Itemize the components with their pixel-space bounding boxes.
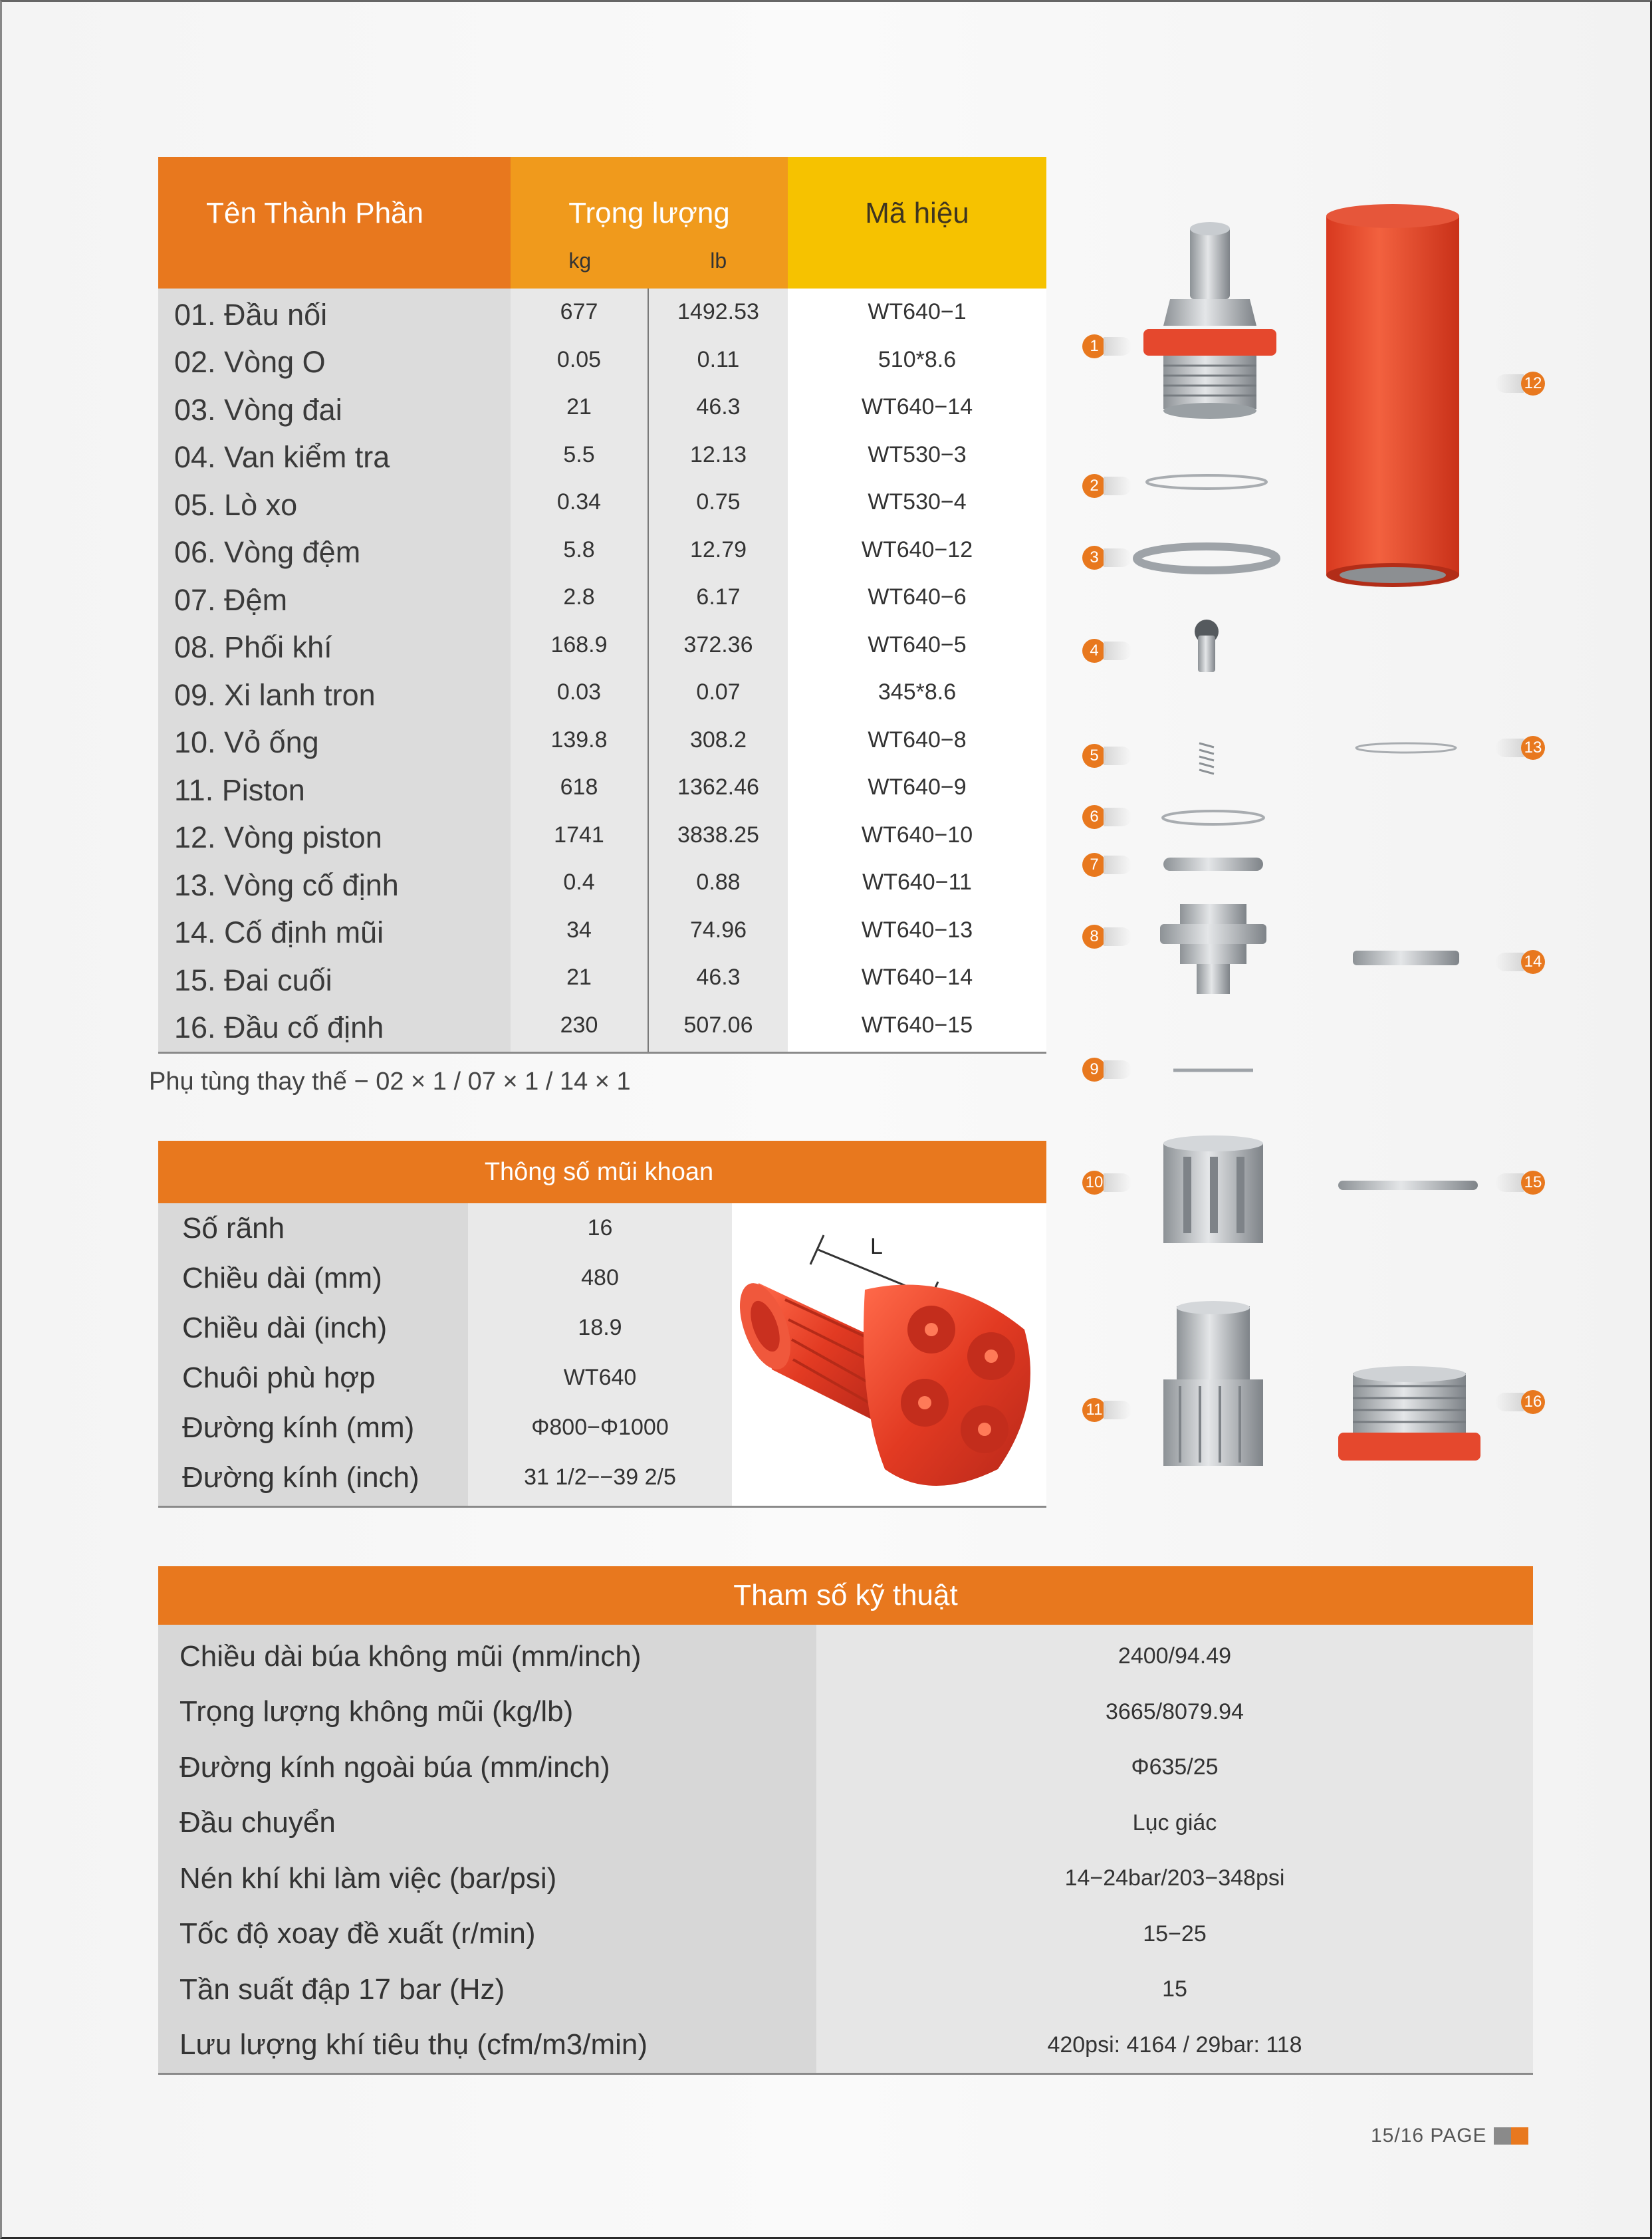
part-kg-cell: 677 [560,299,598,325]
part-name-cell: 12. Vòng piston [174,820,382,855]
part-name-cell: 10. Vỏ ống [174,725,319,760]
badge-8: 8 [1082,924,1131,949]
part-code-cell: WT640−12 [861,536,973,562]
column-lb [649,289,788,1052]
column-kg [511,289,649,1052]
part-lb-cell: 308.2 [689,727,747,753]
bit-spec-value: 18.9 [578,1315,622,1340]
tech-params-body [158,1625,1533,2075]
tech-param-label: Tần suất đập 17 bar (Hz) [179,1972,505,2006]
part-name-cell: 13. Vòng cố định [174,868,399,902]
part-code-cell: WT640−5 [868,632,967,657]
bit-spec-label: Chiều dài (inch) [182,1311,388,1344]
part-12-cylinder [1320,203,1466,588]
tech-param-value: 2400/94.49 [1118,1643,1232,1669]
part-lb-cell: 0.88 [696,870,741,895]
part-kg-cell: 0.03 [556,679,602,705]
parts-table-header [158,157,1046,289]
part-16-fixed-head [1333,1366,1486,1466]
tech-param-value: Lục giác [1132,1810,1217,1835]
part-lb-cell: 3838.25 [677,822,759,848]
tech-param-value: 14−24bar/203−348psi [1064,1865,1285,1891]
part-lb-cell: 1492.53 [677,299,759,325]
badge-10: 10 [1082,1170,1131,1195]
part-name-cell: 11. Piston [174,772,305,807]
tech-param-label: Đường kính ngoài búa (mm/inch) [179,1750,610,1784]
part-lb-cell: 46.3 [696,394,741,420]
part-2-o-ring [1140,469,1273,495]
bit-spec-table [158,1141,1046,1508]
bit-spec-label: Chiều dài (mm) [182,1261,382,1294]
part-name-cell: 09. Xi lanh tron [174,677,376,712]
page-marker-icon [1494,2127,1528,2145]
badge-7: 7 [1082,852,1131,878]
header-kg: kg [568,249,592,273]
tech-params-table [158,1566,1533,2075]
part-name-cell: 15. Đai cuối [174,963,332,997]
part-kg-cell: 5.5 [563,441,595,467]
part-lb-cell: 0.75 [696,489,741,515]
bit-spec-label: Đường kính (mm) [182,1411,415,1444]
header-weight [511,157,788,289]
parts-table [158,157,1046,1054]
part-lb-cell: 74.96 [689,917,747,943]
drill-bit-image [732,1203,1046,1506]
part-11-piston [1157,1300,1270,1473]
part-kg-cell: 168.9 [550,632,608,657]
part-1-connector [1130,219,1290,425]
part-3-band [1130,540,1283,577]
bit-spec-value: 480 [581,1265,619,1290]
part-7-gasket [1157,851,1270,878]
tech-param-value: Φ635/25 [1131,1754,1219,1780]
page-number [1371,2125,1528,2147]
part-code-cell: WT640−8 [868,727,967,753]
tech-param-value: 15 [1162,1976,1187,2002]
header-code [788,157,1046,289]
header-lb: lb [710,249,727,273]
badge-1: 1 [1082,334,1131,359]
part-lb-cell: 0.07 [696,679,741,705]
part-6-washer [1157,806,1270,830]
part-name-cell: 04. Van kiểm tra [174,440,390,475]
bit-spec-value: 31 1/2−−39 2/5 [524,1465,676,1490]
tech-value-column [816,1625,1533,2073]
parts-table-body [158,289,1046,1054]
part-name-cell: 05. Lò xo [174,487,298,522]
part-kg-cell: 618 [560,774,598,800]
part-code-cell: WT640−15 [861,1012,973,1038]
badge-11: 11 [1082,1397,1131,1423]
badge-5: 5 [1082,743,1131,768]
tech-param-value: 15−25 [1143,1921,1207,1946]
part-kg-cell: 2.8 [563,584,595,610]
column-name [158,289,511,1052]
badge-2: 2 [1082,473,1131,499]
badge-16: 16 [1496,1389,1545,1415]
part-name-cell: 16. Đầu cố định [174,1010,384,1045]
badge-3: 3 [1082,545,1131,570]
part-name-cell: 01. Đầu nối [174,297,328,332]
part-name-cell: 08. Phối khí [174,630,332,665]
bit-spec-label: Chuôi phù hợp [182,1361,376,1394]
bit-spec-value: 16 [587,1215,613,1240]
dimension-label: L [870,1234,883,1259]
bit-spec-body [158,1203,1046,1508]
bit-spec-label: Số rãnh [182,1211,285,1244]
part-kg-cell: 0.34 [556,489,602,515]
tech-param-label: Tốc độ xoay đề xuất (r/min) [179,1917,536,1950]
part-lb-cell: 0.11 [697,346,740,372]
part-lb-cell: 507.06 [683,1012,753,1038]
part-13-fix-ring [1350,738,1463,758]
header-weight-label: Trọng lượng [568,197,730,229]
part-lb-cell: 12.13 [689,441,747,467]
header-code-label: Mã hiệu [865,197,969,229]
tech-param-value: 3665/8079.94 [1106,1699,1244,1724]
column-code [788,289,1046,1052]
part-8-air-distributor [1153,897,1273,997]
badge-15: 15 [1496,1170,1545,1195]
bit-spec-label: Đường kính (inch) [182,1461,419,1494]
part-code-cell: WT640−1 [868,299,967,325]
part-15-end-band [1335,1175,1481,1195]
part-4-check-valve [1190,617,1223,677]
tech-params-title: Tham số kỹ thuật [158,1566,1533,1625]
part-lb-cell: 12.79 [689,536,747,562]
part-5-spring [1197,738,1217,778]
drill-bit-illustration [732,1203,1046,1502]
tech-param-label: Trọng lượng không mũi (kg/lb) [179,1695,574,1728]
bit-spec-value: Φ800−Φ1000 [531,1415,669,1440]
tech-param-label: Nén khí khi làm việc (bar/psi) [179,1861,557,1895]
part-kg-cell: 139.8 [550,727,608,753]
bit-value-column [468,1203,732,1506]
part-code-cell: WT640−14 [861,394,973,420]
part-name-cell: 14. Cố định mũi [174,915,384,950]
part-code-cell: WT640−11 [862,870,972,895]
part-code-cell: WT640−6 [868,584,967,610]
part-kg-cell: 230 [560,1012,598,1038]
part-lb-cell: 46.3 [696,965,741,991]
badge-12: 12 [1496,371,1545,396]
page-number-text: 15/16 PAGE [1371,2125,1487,2147]
tech-param-value: 420psi: 4164 / 29bar: 118 [1047,2032,1302,2058]
part-code-cell: 345*8.6 [878,679,957,705]
part-kg-cell: 21 [566,394,592,420]
tech-param-label: Lưu lượng khí tiêu thụ (cfm/m3/min) [179,2028,648,2062]
header-name [158,157,511,289]
part-kg-cell: 1741 [554,822,604,848]
badge-14: 14 [1496,949,1545,975]
part-code-cell: WT530−4 [868,489,967,515]
part-10-casing [1153,1133,1273,1246]
part-14-bit-retainer [1346,944,1466,971]
part-name-cell: 02. Vòng O [174,345,326,380]
bit-label-column [158,1203,468,1506]
badge-9: 9 [1082,1057,1131,1082]
part-name-cell: 07. Đệm [174,582,288,617]
part-code-cell: 510*8.6 [878,346,957,372]
badge-6: 6 [1082,804,1131,830]
part-code-cell: WT640−14 [861,965,973,991]
bit-spec-title: Thông số mũi khoan [158,1141,1046,1203]
tech-param-label: Đầu chuyển [179,1806,336,1839]
part-code-cell: WT530−3 [868,441,967,467]
part-name-cell: 03. Vòng đai [174,392,342,427]
tech-param-label: Chiều dài búa không mũi (mm/inch) [179,1639,642,1673]
part-kg-cell: 21 [566,965,592,991]
badge-13: 13 [1496,735,1545,761]
part-9-cylinder-ring [1167,1062,1260,1078]
header-name-label: Tên Thành Phần [206,197,423,229]
badge-4: 4 [1082,638,1131,663]
part-kg-cell: 0.05 [556,346,602,372]
spare-parts-note: Phụ tùng thay thế − 02 × 1 / 07 × 1 / 14 × 1 [149,1068,631,1096]
part-lb-cell: 372.36 [683,632,753,657]
bit-spec-value: WT640 [563,1365,637,1390]
part-lb-cell: 1362.46 [677,774,759,800]
part-kg-cell: 5.8 [563,536,595,562]
part-code-cell: WT640−13 [861,917,973,943]
part-name-cell: 06. Vòng đệm [174,535,361,570]
part-code-cell: WT640−9 [868,774,967,800]
part-code-cell: WT640−10 [861,822,973,848]
part-kg-cell: 0.4 [563,870,595,895]
tech-label-column [158,1625,816,2073]
part-lb-cell: 6.17 [696,584,741,610]
part-kg-cell: 34 [566,917,592,943]
